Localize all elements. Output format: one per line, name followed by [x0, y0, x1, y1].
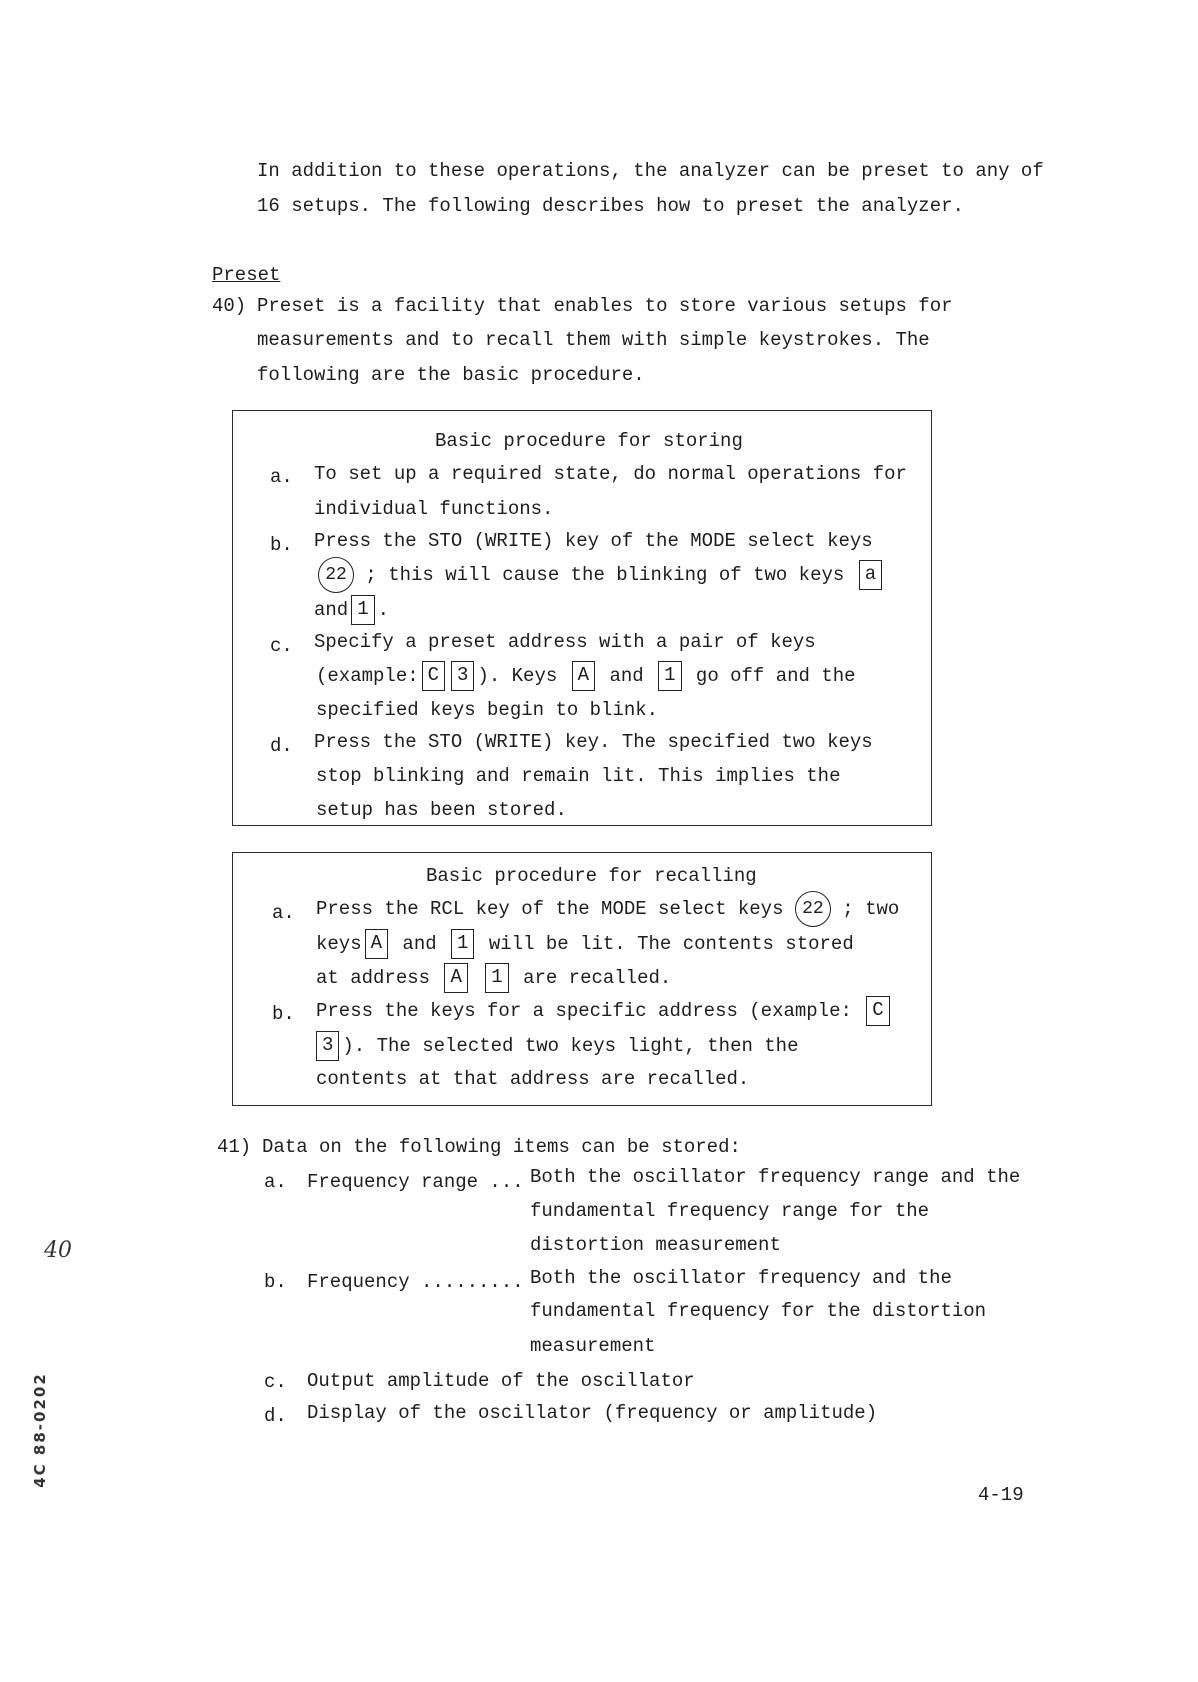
storing-step-c-keys: ). Keys: [477, 665, 558, 688]
recalling-step-a-lit: will be lit. The contents stored: [488, 933, 854, 956]
storing-step-b-line-2-text: ; this will cause the blinking of two keys: [365, 564, 845, 587]
storing-step-d-line-3: setup has been stored.: [316, 799, 567, 821]
item-c-term: Output amplitude of the oscillator: [307, 1370, 695, 1392]
paragraph-41-line: Data on the following items can be stored:: [262, 1136, 741, 1158]
item-d-term: Display of the oscillator (frequency or amplitude): [307, 1402, 878, 1424]
intro-line-1: In addition to these operations, the analyzer can be preset to any of: [257, 160, 1044, 182]
recalling-step-b-label: b.: [272, 1003, 295, 1025]
intro-line-2: 16 setups. The following describes how to preset the analyzer.: [257, 195, 964, 217]
key-a-box: a: [859, 560, 882, 590]
recalling-step-a-and: and: [402, 933, 437, 956]
storing-step-b-line-3: [314, 595, 389, 625]
recalling-step-a-address: at address: [316, 967, 431, 990]
item-b-term: Frequency .........: [307, 1271, 524, 1293]
storing-step-b-label: b.: [270, 534, 293, 556]
item-c-label: c.: [264, 1371, 287, 1393]
mode-key-22-circle: 22: [795, 891, 831, 927]
item-d-label: d.: [264, 1405, 287, 1427]
key-1-box: 1: [658, 661, 681, 691]
paragraph-40-line-3: following are the basic procedure.: [257, 364, 645, 386]
key-c-box: C: [866, 996, 889, 1026]
recalling-step-a-line-1-text: Press the RCL key of the MODE select keys: [316, 898, 784, 921]
paragraph-41-number: 41): [217, 1136, 252, 1158]
section-heading-preset: Preset: [212, 264, 281, 286]
recalling-box-title: Basic procedure for recalling: [426, 865, 757, 887]
recalling-step-b-line-1-text: Press the keys for a specific address (example:: [316, 1000, 852, 1023]
paragraph-40-number: 40): [212, 295, 247, 317]
item-a-term: Frequency range ...: [307, 1171, 524, 1193]
storing-step-d-label: d.: [270, 735, 293, 757]
storing-step-c-and: and: [609, 665, 644, 688]
key-a-box: A: [365, 929, 388, 959]
recalling-step-b-line-2: [313, 1031, 798, 1061]
storing-step-b-line-1: Press the STO (WRITE) key of the MODE select keys: [314, 530, 873, 552]
storing-step-a-label: a.: [270, 466, 293, 488]
recalling-step-a-keys: keys: [316, 933, 362, 956]
recalling-step-a-two: ; two: [842, 898, 900, 921]
item-b-desc-1: Both the oscillator frequency and the: [530, 1267, 952, 1289]
storing-step-c-example: (example:: [316, 665, 419, 688]
recalling-step-b-line-2-text: ). The selected two keys light, then the: [342, 1035, 799, 1058]
key-a-box: A: [572, 661, 595, 691]
item-a-desc-1: Both the oscillator frequency range and the: [530, 1166, 1021, 1188]
key-3-box: 3: [451, 661, 474, 691]
recalling-step-b-line-3: contents at that address are recalled.: [316, 1068, 750, 1090]
side-code: [25, 1360, 55, 1500]
key-1-box: 1: [485, 963, 508, 993]
item-a-desc-3: distortion measurement: [530, 1234, 781, 1256]
item-b-desc-2: fundamental frequency for the distortion: [530, 1300, 987, 1322]
key-3-box: 3: [316, 1031, 339, 1061]
item-b-desc-3: measurement: [530, 1335, 656, 1357]
margin-note: 40: [44, 1238, 72, 1263]
storing-step-d-line-2: stop blinking and remain lit. This implies the: [316, 765, 841, 787]
recalling-step-a-line-2: [316, 929, 854, 959]
recalling-step-a-line-3: [316, 963, 671, 993]
recalling-step-b-line-1: [316, 996, 893, 1026]
storing-step-b-period: .: [377, 599, 390, 622]
storing-step-c-line-1: Specify a preset address with a pair of keys: [314, 631, 816, 653]
storing-step-b-and: and: [314, 599, 349, 622]
storing-step-c-label: c.: [270, 635, 293, 657]
storing-step-c-go-off: go off and the: [695, 665, 856, 688]
key-1-box: 1: [351, 595, 374, 625]
key-1-box: 1: [451, 929, 474, 959]
storing-box-title: Basic procedure for storing: [435, 430, 743, 452]
storing-step-d-line-1: Press the STO (WRITE) key. The specified two keys: [314, 731, 873, 753]
recalling-step-a-recalled: are recalled.: [523, 967, 672, 990]
page-number: 4-19: [978, 1484, 1024, 1506]
storing-step-a-line-1: To set up a required state, do normal operations for: [314, 463, 907, 485]
key-a-box: A: [444, 963, 467, 993]
mode-key-22-circle: 22: [318, 557, 354, 593]
storing-step-b-line-2: [318, 557, 885, 593]
paragraph-40-line-2: measurements and to recall them with simple keystrokes. The: [257, 329, 930, 351]
storing-step-a-line-2: individual functions.: [314, 498, 554, 520]
item-a-label: a.: [264, 1171, 287, 1193]
storing-step-c-line-2: [316, 661, 856, 691]
item-b-label: b.: [264, 1271, 287, 1293]
key-c-box: C: [422, 661, 445, 691]
paragraph-40-line-1: Preset is a facility that enables to store various setups for: [257, 295, 953, 317]
item-a-desc-2: fundamental frequency range for the: [530, 1200, 930, 1222]
side-code-text: 4C 88-0202: [31, 1372, 49, 1488]
recalling-step-a-label: a.: [272, 902, 295, 924]
storing-step-c-line-3: specified keys begin to blink.: [316, 699, 659, 721]
recalling-step-a-line-1: [316, 891, 899, 927]
